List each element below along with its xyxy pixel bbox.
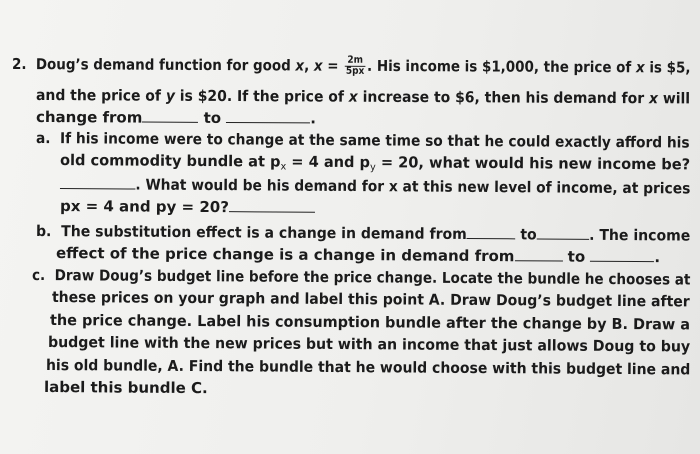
answer-blank: [226, 108, 310, 123]
part-b-line-2: effect of the price change is a change in demand from to .: [55, 244, 661, 267]
question-number: 2.: [11, 55, 27, 74]
question-line-3: change from to .: [35, 108, 317, 128]
answer-blank: [60, 174, 136, 190]
part-c-line-3: the price change. Label his consumption bundle after the change by B. Draw a: [49, 311, 691, 334]
part-c-line-5: his old bundle, A. Find the bundle that he would choose with this budget line and: [45, 356, 691, 379]
part-c-label: c.: [31, 266, 46, 285]
part-a-line-4: px = 4 and py = 20?: [60, 196, 315, 217]
answer-blank: [142, 108, 198, 123]
answer-blank: [229, 197, 315, 213]
answer-blank: [467, 224, 516, 239]
answer-blank: [537, 224, 590, 239]
part-c-line-1: c. Draw Doug’s budget line before the price change. Locate the bundle he chooses at: [31, 266, 691, 289]
part-b-line-1: b. The substitution effect is a change in demand from to . The income: [35, 222, 691, 245]
part-c-line-2: these prices on your graph and label this point A. Draw Doug’s budget line after: [51, 288, 690, 311]
question-line-1: 2. Doug’s demand function for good x, x = $\frac{2m}{5px}$ . His income is $1,000, the price of x is $5,: [11, 54, 691, 77]
part-b-label: b.: [35, 222, 52, 241]
question-line-2: and the price of y is $20. If the price of x increase to $6, then his demand for x will: [35, 86, 691, 108]
part-a-line-1: a. If his income were to change at the same time so that he could exactly afford his: [35, 129, 690, 152]
part-a-line-3: . What would be his demand for x at this new level of income, at prices: [60, 174, 690, 197]
part-c-line-6: label this bundle C.: [43, 378, 208, 398]
answer-blank: [514, 246, 562, 261]
answer-blank: [590, 247, 654, 262]
part-a-line-2: old commodity bundle at $p_x = 4$ and $p_y = 20$, what would his new income be?: [59, 151, 691, 174]
part-c-line-4: budget line with the new prices but with an income that just allows Doug to buy: [47, 333, 691, 356]
demand-fraction: $\frac{2m}{5px}$: [345, 54, 365, 77]
part-a-label: a.: [35, 129, 51, 148]
